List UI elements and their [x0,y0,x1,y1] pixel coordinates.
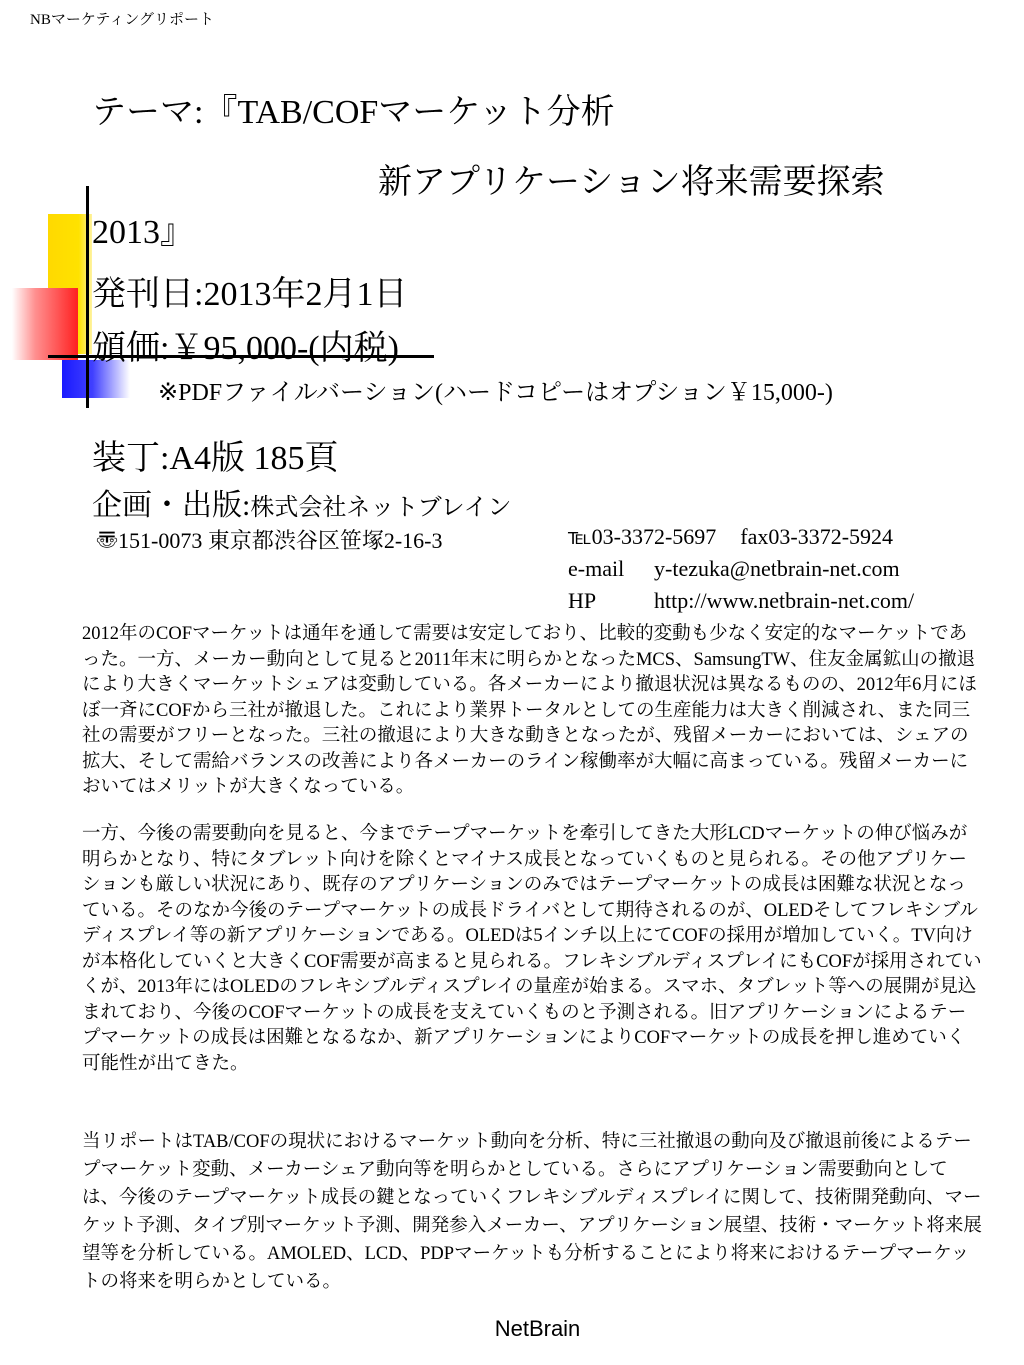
planning-publisher [92,480,511,524]
title-line-3: 2013』 [92,214,194,251]
planning-label: 企画・出版: [92,489,251,522]
title-line-1: テーマ:『TAB/COFマーケット分析 [92,94,615,131]
paragraph-report-summary: 当リポートはTAB/COFの現状におけるマーケット動向を分析、特に三社撤退の動向及び撤退前後によるテープマーケット変動、メーカーシェア動向等を明らかとしている。さらにアプリケーション需要動向としては、今後のテープマーケット成長の鍵となっていくフレキシブルディスプレイに関して、技術開発動向、マーケット予測、タイプ別マーケット予測、開発参入メーカー、アプリケーション展望、技術・マーケット将来展望等を分析している。AMOLED、LCD、PDPマーケットも分析することにより将来におけるテープマーケットの将来を明らかとしている。 [82,1132,982,1292]
email-label: e-mail [568,556,625,581]
fax-number: fax03-3372-5924 [740,524,894,549]
title-line-2: 新アプリケーション将来需要探索 [378,164,885,201]
pdf-version-note: ※PDFファイルバーション(ハードコピーはオプション￥15,000-) [158,380,833,406]
footer-brand: NetBrain [494,1316,581,1341]
phone-fax [568,524,893,550]
decorative-red-block [12,288,78,360]
report-series-header: NBマーケティングリポート [30,12,215,28]
email-address[interactable]: y-tezuka@netbrain-net.com [654,556,900,581]
homepage-row [568,588,914,614]
binding-info: 装丁:A4版 185頁 [92,440,339,477]
decorative-vertical-line [86,186,89,408]
paragraph-demand-outlook: 一方、今後の需要動向を見ると、今までテープマーケットを牽引してきた大形LCDマーケットの伸び悩みが明らかとなり、特にタブレット向けを除くとマイナス成長となっていくものと見られる。その他アプリケーションも厳しい状況にあり、既存のアプリケーションのみではテープマーケットの成長は困難な状況となっている。そのなか今後のテープマーケットの成長ドライバとして期待されるのが、OLEDそしてフレキシブルディスプレイ等の新アプリケーションである。OLEDは5インチ以上にてCOFの採用が増加していく。TV向けが本格化していくと大きくCOF需要が高まると見られる。フレキシブルディスプレイにもCOFが採用されていくが、2013年にはOLEDのフレキシブルディスプレイの量産が始まる。スマホ、タブレット等への展開が見込まれており、今後のCOFマーケットの成長を支えていくものと予測される。旧アプリケーションによるテープマーケットの成長は困難となるなか、新アプリケーションによりCOFマーケットの成長を押し進めていく可能性が出てきた。 [82,824,982,1074]
price: 頒価:￥95,000-(内税) [92,330,399,367]
homepage-url[interactable]: http://www.netbrain-net.com/ [654,588,915,613]
postal-address: 〠151-0073 東京都渋谷区笹塚2-16-3 [96,528,443,553]
publisher-name: 株式会社ネットブレイン [250,495,512,521]
publish-date: 発刊日:2013年2月1日 [92,276,408,313]
paragraph-market-2012: 2012年のCOFマーケットは通年を通して需要は安定しており、比較的変動も少なく安定的なマーケットであった。一方、メーカー動向として見ると2011年末に明らかとなったMCS、SamsungTW、住友金属鉱山の撤退により大きくマーケットシェアは変動している。各メーカーにより撤退状況は異なるものの、2012年6月にほぼ一斉にCOFから三社が撤退した。これにより業界トータルとしての生産能力は大きく削減され、また同三社の需要がフリーとなった。三社の撤退により大きな動きとなったが、残留メーカーにおいては、シェアの拡大、そして需給バランスの改善により各メーカーのライン稼働率が大幅に高まっている。残留メーカーにおいてはメリットが大きくなっている。 [82,624,977,797]
email-row [568,556,900,582]
homepage-label: HP [568,588,597,613]
phone-number: ℡03-3372-5697 [568,524,717,549]
